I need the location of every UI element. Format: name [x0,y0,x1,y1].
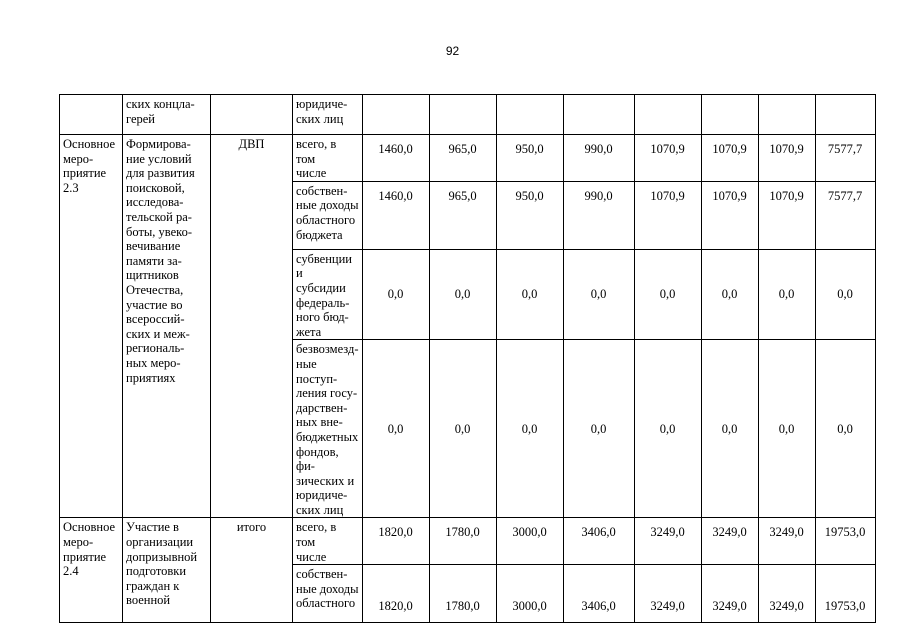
budget-table [59,94,876,623]
table-row [60,135,876,182]
value-cell: 3249,0 [701,565,758,623]
value-cell: 1070,9 [758,181,815,249]
value-cell: 3406,0 [563,565,634,623]
value-cell: 3000,0 [496,565,563,623]
value-cell: 990,0 [563,135,634,182]
measure-title-cell: Формирова- ние условий для развития поисковой, исследова- тельской ра- боты, увеко- вечивание памяти за- щитников Отечества, участие во всероссий- ских и меж- региональ- ных меро- приятиях [123,135,211,518]
value-cell [563,95,634,135]
value-cell: 19753,0 [815,518,875,565]
value-cell: 0,0 [758,249,815,340]
value-cell: 965,0 [429,135,496,182]
value-cell [701,95,758,135]
table-row [60,95,876,135]
value-cell: 950,0 [496,135,563,182]
funding-source-cell: собствен- ные доходы областного [293,565,363,623]
value-cell: 1460,0 [362,135,429,182]
measure-cell: Основное меро- приятие 2.3 [60,135,123,518]
value-cell: 0,0 [362,249,429,340]
value-cell: 990,0 [563,181,634,249]
executor-cell: итого [211,518,293,623]
measure-title-cell: Участие в организации допризывной подготовки граждан к военной [123,518,211,623]
funding-source-cell: всего, в том числе [293,135,363,182]
funding-source-cell: собствен- ные доходы областного бюджета [293,181,363,249]
value-cell [634,95,701,135]
value-cell: 965,0 [429,181,496,249]
page-number: 92 [445,44,460,58]
value-cell: 3000,0 [496,518,563,565]
value-cell: 0,0 [496,249,563,340]
value-cell: 7577,7 [815,181,875,249]
value-cell: 3249,0 [758,518,815,565]
executor-cell [211,95,293,135]
value-cell: 3249,0 [634,565,701,623]
measure-title-cell: ских концла- герей [123,95,211,135]
value-cell: 3249,0 [701,518,758,565]
value-cell: 0,0 [563,340,634,518]
value-cell: 1070,9 [701,181,758,249]
value-cell: 19753,0 [815,565,875,623]
value-cell [496,95,563,135]
value-cell: 0,0 [758,340,815,518]
value-cell: 3249,0 [758,565,815,623]
value-cell: 7577,7 [815,135,875,182]
value-cell: 1070,9 [634,135,701,182]
table-row [60,518,876,565]
value-cell: 3249,0 [634,518,701,565]
value-cell: 1070,9 [634,181,701,249]
value-cell [758,95,815,135]
value-cell: 1820,0 [362,518,429,565]
value-cell: 0,0 [563,249,634,340]
value-cell: 0,0 [701,340,758,518]
value-cell: 0,0 [815,340,875,518]
funding-source-cell: безвозмезд- ные поступ- ления госу- дарствен- ных вне- бюджетных фондов, фи- зических и юридиче- ских лиц [293,340,363,518]
value-cell [429,95,496,135]
value-cell: 950,0 [496,181,563,249]
value-cell: 0,0 [701,249,758,340]
value-cell: 0,0 [496,340,563,518]
value-cell: 1780,0 [429,565,496,623]
measure-cell [60,95,123,135]
value-cell: 0,0 [429,340,496,518]
value-cell: 1460,0 [362,181,429,249]
executor-cell: ДВП [211,135,293,518]
funding-source-cell: юридиче- ских лиц [293,95,363,135]
value-cell: 1780,0 [429,518,496,565]
value-cell: 0,0 [634,340,701,518]
value-cell: 0,0 [815,249,875,340]
value-cell [815,95,875,135]
funding-source-cell: всего, в том числе [293,518,363,565]
value-cell: 0,0 [362,340,429,518]
value-cell: 1070,9 [701,135,758,182]
value-cell: 0,0 [429,249,496,340]
value-cell: 3406,0 [563,518,634,565]
measure-cell: Основное меро- приятие 2.4 [60,518,123,623]
funding-source-cell: субвенции и субсидии федераль- ного бюд- жета [293,249,363,340]
value-cell: 0,0 [634,249,701,340]
value-cell [362,95,429,135]
value-cell: 1070,9 [758,135,815,182]
value-cell: 1820,0 [362,565,429,623]
